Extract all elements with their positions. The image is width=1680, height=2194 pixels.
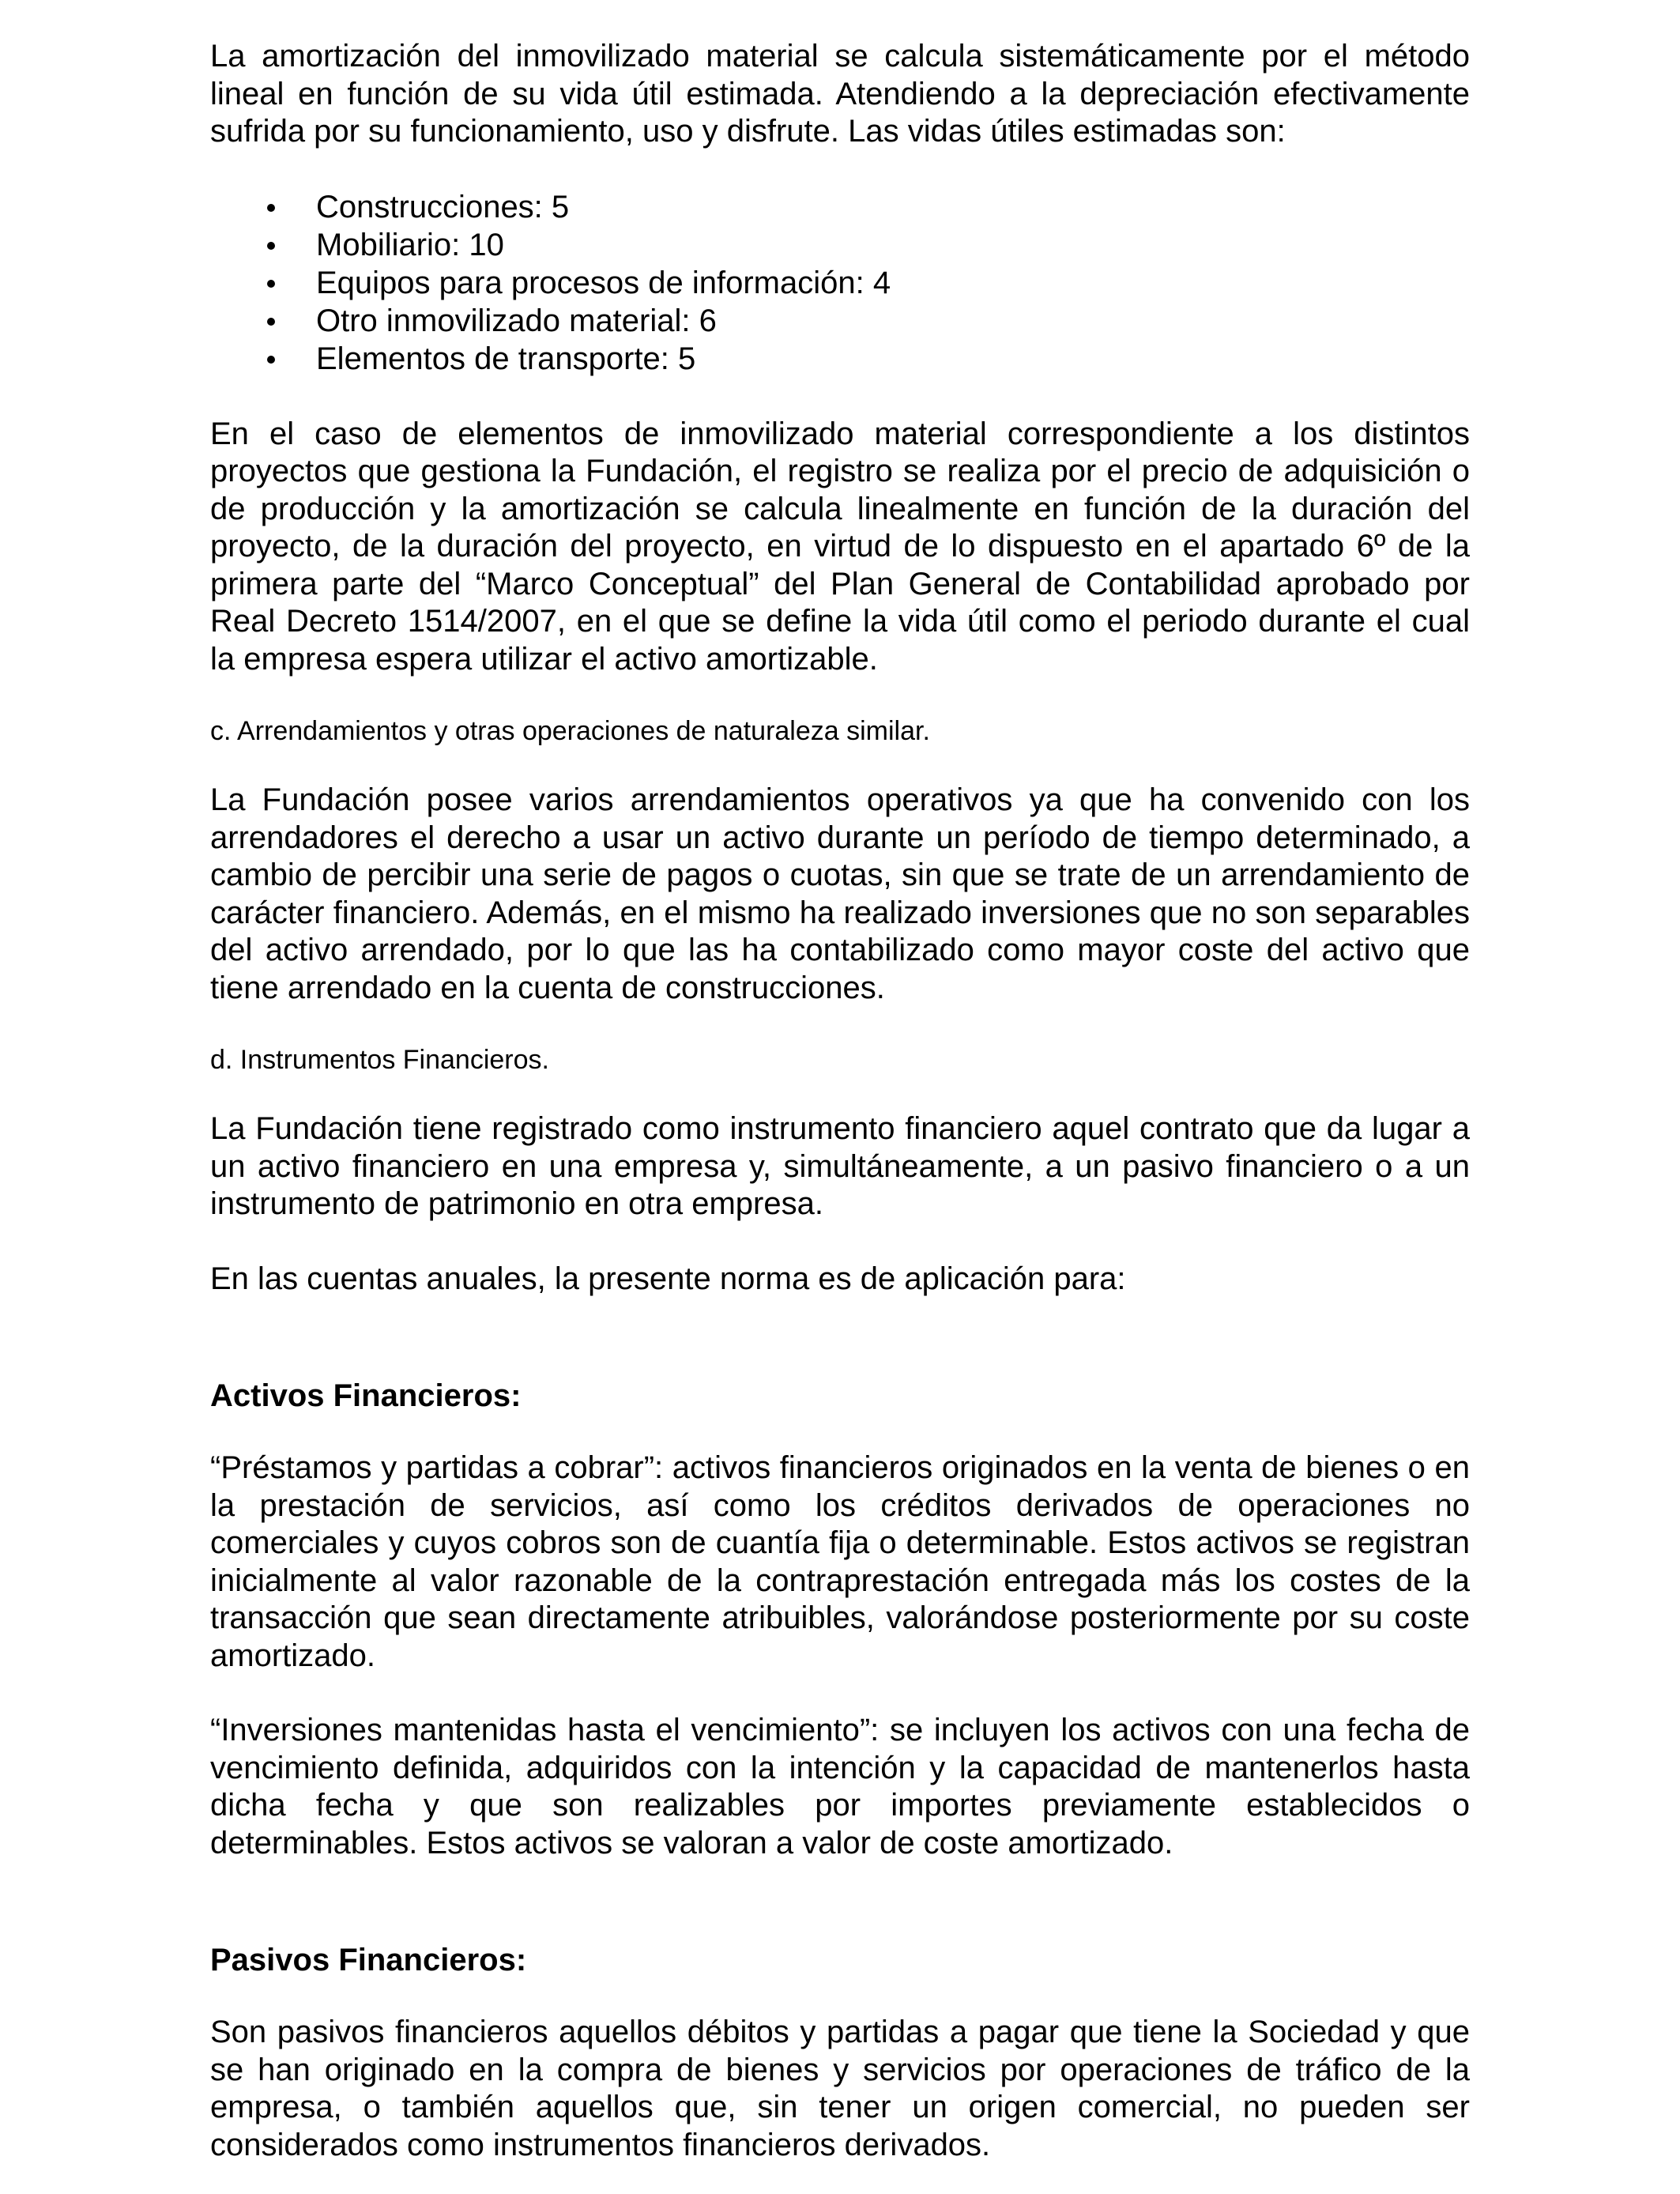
pasivos-heading: Pasivos Financieros: <box>210 1943 527 1977</box>
list-item-text: Otro inmovilizado material: 6 <box>316 303 717 338</box>
bullet-icon <box>267 204 275 212</box>
bullet-icon <box>267 356 275 364</box>
list-item <box>210 302 1470 340</box>
bullet-icon <box>267 318 275 326</box>
list-item <box>210 340 1470 378</box>
list-item <box>210 188 1470 226</box>
useful-lives-list <box>210 188 1470 378</box>
list-item-text: Mobiliario: 10 <box>316 227 504 262</box>
list-item-text: Equipos para procesos de información: 4 <box>316 265 891 300</box>
inversiones-paragraph: “Inversiones mantenidas hasta el vencimiento”: se incluyen los activos con una fecha de vencimiento definida, adquiridos con la intención y la capacidad de mantenerlos hasta dicha fecha y que son realizables por importes previamente establecidos o determinables. Estos activos se valoran a valor de coste amortizado. <box>210 1713 1470 1860</box>
section-d-heading: d. Instrumentos Financieros. <box>210 1045 549 1075</box>
list-item <box>210 226 1470 264</box>
bullet-icon <box>267 280 275 288</box>
section-d-body-2: En las cuentas anuales, la presente norma es de aplicación para: <box>210 1261 1126 1296</box>
list-item <box>210 264 1470 302</box>
projects-paragraph: En el caso de elementos de inmovilizado material correspondiente a los distintos proyectos que gestiona la Fundación, el registro se realiza por el precio de adquisición o de producción y la amortización se calcula linealmente en función de la duración del proyecto, de la duración del proyecto, en virtud de lo dispuesto en el apartado 6º de la primera parte del “Marco Conceptual” del Plan General de Contabilidad aprobado por Real Decreto 1514/2007, en el que se define la vida útil como el periodo durante el cual la empresa espera utilizar el activo amortizable. <box>210 416 1470 677</box>
prestamos-paragraph: “Préstamos y partidas a cobrar”: activos financieros originados en la venta de bienes o en la prestación de servicios, así como los créditos derivados de operaciones no comerciales y cuyos cobros son de cuantía fija o determinable. Estos activos se registran inicialmente al valor razonable de la contraprestación entregada más los costes de la transacción que sean directamente atribuibles, valorándose posteriormente por su coste amortizado. <box>210 1450 1470 1673</box>
section-c-body: La Fundación posee varios arrendamientos operativos ya que ha convenido con los arrendadores el derecho a usar un activo durante un período de tiempo determinado, a cambio de percibir una serie de pagos o cuotas, sin que se trate de un arrendamiento de carácter financiero. Además, en el mismo ha realizado inversiones que no son separables del activo arrendado, por lo que las ha contabilizado como mayor coste del activo que tiene arrendado en la cuenta de construcciones. <box>210 782 1470 1005</box>
document-page <box>210 38 1470 2164</box>
list-item-text: Construcciones: 5 <box>316 189 570 224</box>
section-d-body-1: La Fundación tiene registrado como instrumento financiero aquel contrato que da lugar a un activo financiero en una empresa y, simultáneamente, a un pasivo financiero o a un instrumento de patrimonio en otra empresa. <box>210 1111 1470 1221</box>
pasivos-paragraph: Son pasivos financieros aquellos débitos y partidas a pagar que tiene la Sociedad y que se han originado en la compra de bienes y servicios por operaciones de tráfico de la empresa, o también aquellos que, sin tener un origen comercial, no pueden ser considerados como instrumentos financieros derivados. <box>210 2015 1470 2162</box>
activos-heading: Activos Financieros: <box>210 1378 522 1413</box>
bullet-icon <box>267 242 275 250</box>
list-item-text: Elementos de transporte: 5 <box>316 341 696 376</box>
section-c-heading: c. Arrendamientos y otras operaciones de naturaleza similar. <box>210 716 930 746</box>
intro-paragraph: La amortización del inmovilizado material se calcula sistemáticamente por el método lineal en función de su vida útil estimada. Atendiendo a la depreciación efectivamente sufrida por su funcionamiento, uso y disfrute. Las vidas útiles estimadas son: <box>210 39 1470 149</box>
